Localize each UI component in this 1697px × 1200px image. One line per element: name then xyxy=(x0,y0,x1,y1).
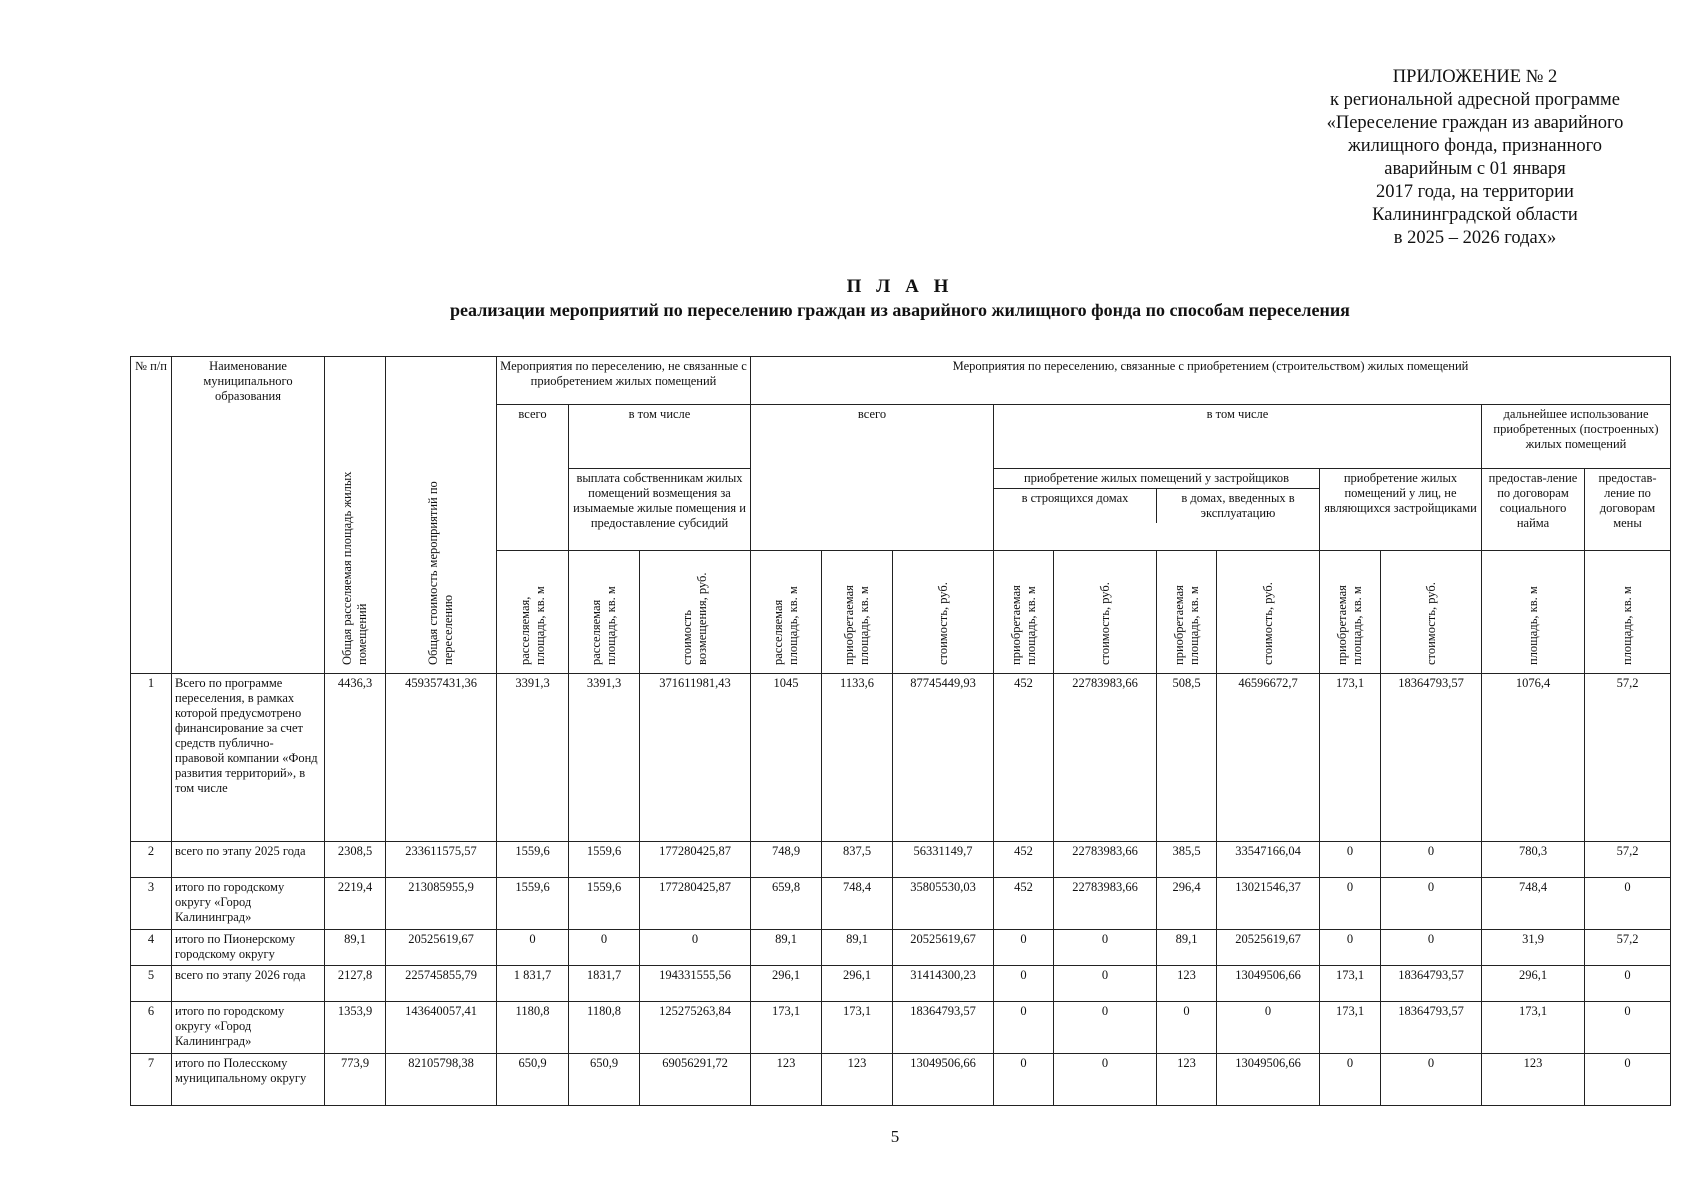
cell-value: 0 xyxy=(1381,878,1482,930)
appendix-header xyxy=(1300,66,1650,250)
cell-value: 2127,8 xyxy=(325,966,386,1002)
header-col-2: расселяемая площадь, кв. м xyxy=(569,551,640,674)
cell-value: 1180,8 xyxy=(569,1002,640,1054)
cell-value: 123 xyxy=(1157,966,1217,1002)
cell-value: 194331555,56 xyxy=(640,966,751,1002)
cell-value: 125275263,84 xyxy=(640,1002,751,1054)
appendix-line: в 2025 – 2026 годах» xyxy=(1393,228,1557,248)
header-social: предостав-ление по договорам социального найма xyxy=(1482,469,1585,551)
table-row xyxy=(131,674,1671,842)
cell-value: 0 xyxy=(1054,1054,1157,1106)
header-vsego-related: всего xyxy=(751,405,994,551)
header-col-3: стоимость возмещения, руб. xyxy=(640,551,751,674)
table-row xyxy=(131,1002,1671,1054)
cell-value: 69056291,72 xyxy=(640,1054,751,1106)
row-name: Всего по программе переселения, в рамках которой предусмотрено финансирование за счет средств публично-правовой компании «Фонд развития территорий», в том числе xyxy=(172,674,325,842)
row-number: 6 xyxy=(131,1002,172,1054)
cell-value: 56331149,7 xyxy=(893,842,994,878)
cell-value: 173,1 xyxy=(1482,1002,1585,1054)
cell-value: 46596672,7 xyxy=(1217,674,1320,842)
cell-value: 173,1 xyxy=(751,1002,822,1054)
cell-value: 57,2 xyxy=(1585,674,1671,842)
header-v-tom-chisle-related: в том числе xyxy=(994,405,1482,469)
cell-value: 173,1 xyxy=(1320,966,1381,1002)
header-col-14: площадь, кв. м xyxy=(1585,551,1671,674)
row-name: итого по Полесскому муниципальному округу xyxy=(172,1054,325,1106)
cell-value: 0 xyxy=(1054,966,1157,1002)
cell-value: 296,1 xyxy=(1482,966,1585,1002)
header-v-tom-chisle: в том числе xyxy=(569,405,751,469)
cell-value: 1180,8 xyxy=(497,1002,569,1054)
plan-title: П Л А Н xyxy=(846,276,954,297)
resettlement-plan-table xyxy=(130,356,1671,1106)
cell-value: 452 xyxy=(994,878,1054,930)
cell-value: 0 xyxy=(994,1002,1054,1054)
cell-value: 1559,6 xyxy=(497,878,569,930)
cell-value: 3391,3 xyxy=(497,674,569,842)
cell-value: 748,4 xyxy=(1482,878,1585,930)
cell-value: 0 xyxy=(1585,1002,1671,1054)
cell-value: 1353,9 xyxy=(325,1002,386,1054)
cell-value: 13049506,66 xyxy=(1217,966,1320,1002)
row-number: 7 xyxy=(131,1054,172,1106)
table-row xyxy=(131,1054,1671,1106)
header-col-4: расселяемая площадь, кв. м xyxy=(751,551,822,674)
cell-value: 123 xyxy=(1482,1054,1585,1106)
cell-value: 459357431,36 xyxy=(386,674,497,842)
cell-value: 837,5 xyxy=(822,842,893,878)
cell-value: 0 xyxy=(1054,930,1157,966)
cell-value: 0 xyxy=(1585,878,1671,930)
cell-value: 1 831,7 xyxy=(497,966,569,1002)
cell-value: 659,8 xyxy=(751,878,822,930)
cell-value: 0 xyxy=(994,930,1054,966)
header-col-12: стоимость, руб. xyxy=(1381,551,1482,674)
cell-value: 0 xyxy=(1381,930,1482,966)
cell-value: 22783983,66 xyxy=(1054,878,1157,930)
cell-value: 1831,7 xyxy=(569,966,640,1002)
row-number: 1 xyxy=(131,674,172,842)
cell-value: 18364793,57 xyxy=(1381,1002,1482,1054)
cell-value: 0 xyxy=(1320,878,1381,930)
cell-value: 385,5 xyxy=(1157,842,1217,878)
cell-value: 20525619,67 xyxy=(1217,930,1320,966)
cell-value: 22783983,66 xyxy=(1054,842,1157,878)
row-number: 5 xyxy=(131,966,172,1002)
cell-value: 452 xyxy=(994,842,1054,878)
row-name: всего по этапу 2025 года xyxy=(172,842,325,878)
cell-value: 1559,6 xyxy=(497,842,569,878)
cell-value: 89,1 xyxy=(325,930,386,966)
header-payment: выплата собственникам жилых помещений возмещения за изымаемые жилые помещения и предоставление субсидий xyxy=(569,469,751,551)
page-number: 5 xyxy=(890,1127,900,1146)
header-col-1: расселяемая, площадь, кв. м xyxy=(497,551,569,674)
header-vsego: всего xyxy=(497,405,569,551)
cell-value: 0 xyxy=(1585,966,1671,1002)
cell-value: 0 xyxy=(1054,1002,1157,1054)
cell-value: 173,1 xyxy=(1320,1002,1381,1054)
cell-value: 22783983,66 xyxy=(1054,674,1157,842)
cell-value: 20525619,67 xyxy=(386,930,497,966)
cell-value: 780,3 xyxy=(1482,842,1585,878)
appendix-line: «Переселение граждан из аварийного xyxy=(1326,113,1624,133)
header-col-11: приобретаемая площадь, кв. м xyxy=(1320,551,1381,674)
cell-value: 1133,6 xyxy=(822,674,893,842)
cell-value: 123 xyxy=(751,1054,822,1106)
header-acq-developers: приобретение жилых помещений у застройщиков в строящихся домах в домах, введенных в эксплуатацию xyxy=(994,469,1320,551)
header-col-9: приобретаемая площадь, кв. м xyxy=(1157,551,1217,674)
cell-value: 18364793,57 xyxy=(1381,966,1482,1002)
cell-value: 13049506,66 xyxy=(893,1054,994,1106)
header-col-10: стоимость, руб. xyxy=(1217,551,1320,674)
header-total-cost: Общая стоимость мероприятий по переселению xyxy=(386,357,497,674)
row-number: 4 xyxy=(131,930,172,966)
row-name: итого по городскому округу «Город Калининград» xyxy=(172,878,325,930)
header-col-8: стоимость, руб. xyxy=(1054,551,1157,674)
cell-value: 2308,5 xyxy=(325,842,386,878)
cell-value: 173,1 xyxy=(1320,674,1381,842)
header-name: Наименование муниципального образования xyxy=(172,357,325,674)
cell-value: 0 xyxy=(569,930,640,966)
cell-value: 57,2 xyxy=(1585,842,1671,878)
cell-value: 13049506,66 xyxy=(1217,1054,1320,1106)
cell-value: 748,9 xyxy=(751,842,822,878)
cell-value: 3391,3 xyxy=(569,674,640,842)
header-group-related: Мероприятия по переселению, связанные с приобретением (строительством) жилых помещений xyxy=(751,357,1671,405)
appendix-line: жилищного фонда, признанного xyxy=(1347,136,1603,156)
cell-value: 296,4 xyxy=(1157,878,1217,930)
cell-value: 0 xyxy=(497,930,569,966)
cell-value: 371611981,43 xyxy=(640,674,751,842)
cell-value: 82105798,38 xyxy=(386,1054,497,1106)
appendix-line: Калининградской области xyxy=(1372,205,1578,225)
cell-value: 0 xyxy=(1157,1002,1217,1054)
appendix-line: аварийным с 01 января xyxy=(1384,159,1566,179)
header-exchange: предостав-ление по договорам мены xyxy=(1585,469,1671,551)
cell-value: 296,1 xyxy=(751,966,822,1002)
cell-value: 0 xyxy=(1320,842,1381,878)
cell-value: 773,9 xyxy=(325,1054,386,1106)
cell-value: 87745449,93 xyxy=(893,674,994,842)
header-further-use: дальнейшее использование приобретенных (построенных) жилых помещений xyxy=(1482,405,1671,469)
row-number: 3 xyxy=(131,878,172,930)
cell-value: 0 xyxy=(994,1054,1054,1106)
header-acq-non-developers: приобретение жилых помещений у лиц, не являющихся застройщиками xyxy=(1320,469,1482,551)
cell-value: 0 xyxy=(1381,1054,1482,1106)
table-row xyxy=(131,966,1671,1002)
cell-value: 0 xyxy=(640,930,751,966)
cell-value: 89,1 xyxy=(822,930,893,966)
row-name: итого по Пионерскому городскому округу xyxy=(172,930,325,966)
header-col-13: площадь, кв. м xyxy=(1482,551,1585,674)
appendix-line: к региональной адресной программе xyxy=(1330,90,1620,110)
cell-value: 650,9 xyxy=(497,1054,569,1106)
cell-value: 31414300,23 xyxy=(893,966,994,1002)
cell-value: 4436,3 xyxy=(325,674,386,842)
cell-value: 0 xyxy=(994,966,1054,1002)
cell-value: 452 xyxy=(994,674,1054,842)
cell-value: 1559,6 xyxy=(569,878,640,930)
cell-value: 296,1 xyxy=(822,966,893,1002)
cell-value: 1076,4 xyxy=(1482,674,1585,842)
table-row xyxy=(131,930,1671,966)
header-col-6: стоимость, руб. xyxy=(893,551,994,674)
plan-subtitle: реализации мероприятий по переселению граждан из аварийного жилищного фонда по способам переселения xyxy=(450,300,1350,320)
cell-value: 20525619,67 xyxy=(893,930,994,966)
appendix-line: 2017 года, на территории xyxy=(1376,182,1574,202)
cell-value: 2219,4 xyxy=(325,878,386,930)
table-row xyxy=(131,878,1671,930)
header-group-not-related: Мероприятия по переселению, не связанные с приобретением жилых помещений xyxy=(497,357,751,405)
cell-value: 89,1 xyxy=(751,930,822,966)
cell-value: 143640057,41 xyxy=(386,1002,497,1054)
header-col-5: приобретаемая площадь, кв. м xyxy=(822,551,893,674)
cell-value: 18364793,57 xyxy=(893,1002,994,1054)
cell-value: 213085955,9 xyxy=(386,878,497,930)
cell-value: 1559,6 xyxy=(569,842,640,878)
cell-value: 123 xyxy=(822,1054,893,1106)
cell-value: 233611575,57 xyxy=(386,842,497,878)
cell-value: 57,2 xyxy=(1585,930,1671,966)
cell-value: 31,9 xyxy=(1482,930,1585,966)
row-name: итого по городскому округу «Город Калининград» xyxy=(172,1002,325,1054)
cell-value: 35805530,03 xyxy=(893,878,994,930)
cell-value: 177280425,87 xyxy=(640,842,751,878)
table-row xyxy=(131,842,1671,878)
header-col-7: приобретаемая площадь, кв. м xyxy=(994,551,1054,674)
cell-value: 123 xyxy=(1157,1054,1217,1106)
cell-value: 0 xyxy=(1320,930,1381,966)
row-number: 2 xyxy=(131,842,172,878)
cell-value: 0 xyxy=(1217,1002,1320,1054)
cell-value: 508,5 xyxy=(1157,674,1217,842)
appendix-line: ПРИЛОЖЕНИЕ № 2 xyxy=(1392,67,1558,87)
cell-value: 89,1 xyxy=(1157,930,1217,966)
cell-value: 0 xyxy=(1585,1054,1671,1106)
cell-value: 650,9 xyxy=(569,1054,640,1106)
cell-value: 177280425,87 xyxy=(640,878,751,930)
cell-value: 1045 xyxy=(751,674,822,842)
cell-value: 173,1 xyxy=(822,1002,893,1054)
row-name: всего по этапу 2026 года xyxy=(172,966,325,1002)
cell-value: 0 xyxy=(1381,842,1482,878)
cell-value: 13021546,37 xyxy=(1217,878,1320,930)
header-total-area: Общая расселяемая площадь жилых помещений xyxy=(325,357,386,674)
cell-value: 0 xyxy=(1320,1054,1381,1106)
cell-value: 748,4 xyxy=(822,878,893,930)
cell-value: 225745855,79 xyxy=(386,966,497,1002)
cell-value: 33547166,04 xyxy=(1217,842,1320,878)
cell-value: 18364793,57 xyxy=(1381,674,1482,842)
header-num: № п/п xyxy=(131,357,172,674)
